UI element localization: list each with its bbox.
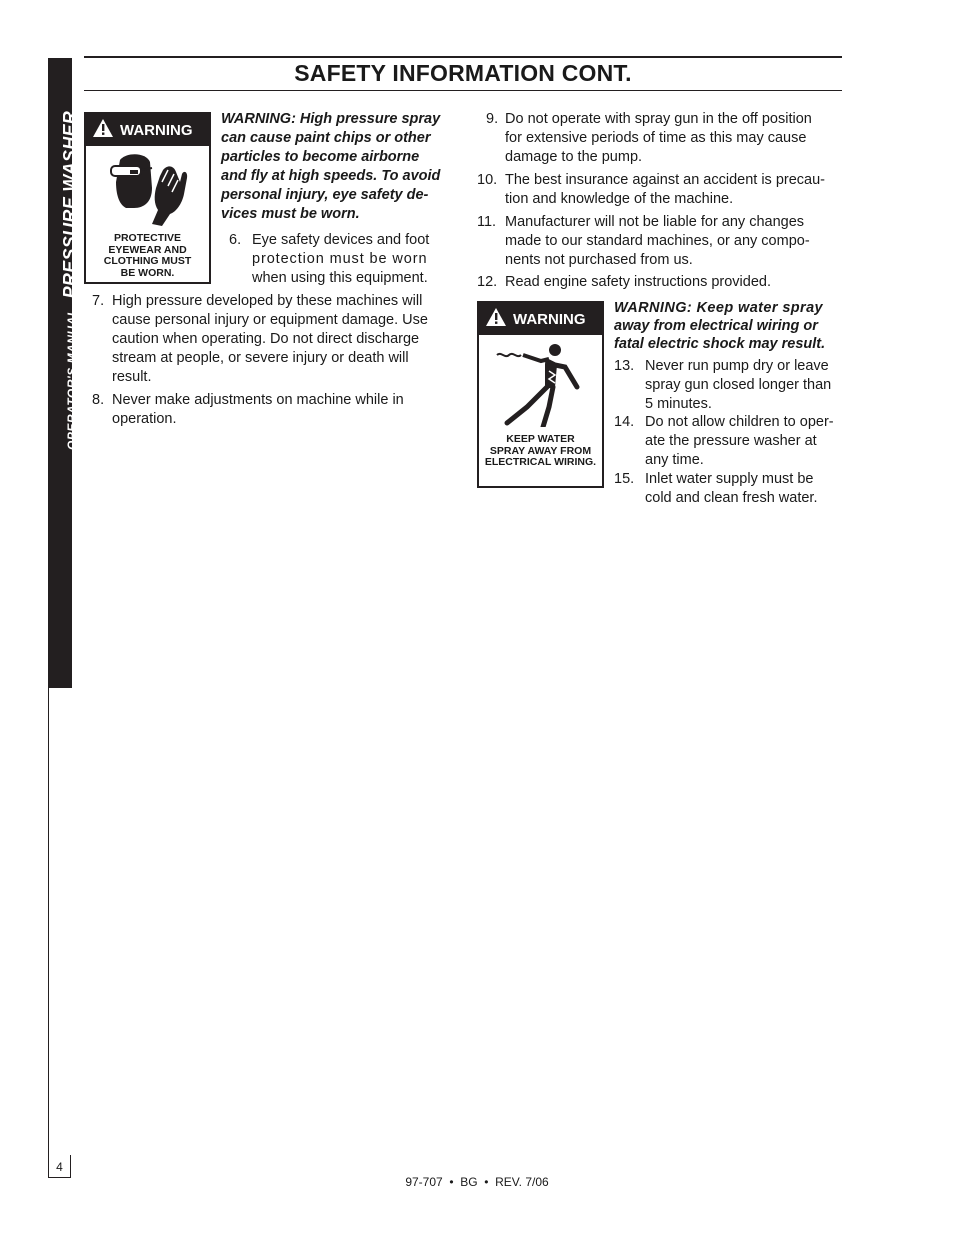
warning-caption [86, 233, 209, 279]
warning-line: fatal electric shock may result. [614, 336, 826, 352]
item-line: 5 minutes. [645, 396, 712, 412]
item-line: nents not purchased from us. [505, 252, 693, 268]
item-number: 7. [92, 293, 105, 309]
electric-shock-icon [493, 341, 591, 432]
warning-box-eyewear [84, 112, 211, 284]
caption-line: KEEP WATER [506, 433, 575, 445]
caption-line: CLOTHING MUST [103, 255, 192, 267]
item-line: made to our standard machines, or any compo- [505, 233, 810, 249]
warning-box-electrical [477, 301, 604, 488]
sidebar-rule [48, 688, 49, 1178]
warning-header [86, 114, 209, 146]
item-line: Never make adjustments on machine while in [112, 392, 404, 408]
item-number: 8. [92, 392, 105, 408]
item-line: tion and knowledge of the machine. [505, 191, 734, 207]
item-line: cause personal injury or equipment damage. Use [112, 312, 428, 328]
item-number: 11. [477, 214, 497, 230]
item-line: spray gun closed longer than [645, 377, 832, 393]
warning-triangle-icon [92, 118, 114, 142]
item-line: Manufacturer will not be liable for any changes [505, 214, 805, 230]
item-line: cold and clean fresh water. [645, 490, 818, 506]
page-number: 4 [48, 1155, 71, 1178]
item-number: 13. [614, 358, 635, 374]
warning-line: WARNING: High pressure spray [221, 111, 441, 127]
item-line: operation. [112, 411, 177, 427]
warning-header [479, 303, 602, 335]
title-rule-bottom [84, 90, 842, 91]
warning-caption [479, 434, 602, 469]
item-number: 6. [229, 232, 242, 248]
item-line: Do not operate with spray gun in the off position [505, 111, 812, 127]
item-line: for extensive periods of time as this may cause [505, 130, 807, 146]
warning-text-electrical [614, 299, 842, 353]
item-line: Inlet water supply must be [645, 471, 814, 487]
warning-line: personal injury, eye safety de- [221, 187, 429, 203]
warning-label: WARNING [513, 310, 586, 328]
warning-line: WARNING: Keep water spray [614, 300, 824, 316]
warning-line: particles to become airborne [221, 149, 420, 165]
item-line: stream at people, or severe injury or death will [112, 350, 409, 366]
product-label: PRESSURE WASHER [60, 110, 80, 299]
item-line: any time. [645, 452, 704, 468]
item-line: result. [112, 369, 152, 385]
item-line: Never run pump dry or leave [645, 358, 829, 374]
warning-label: WARNING [120, 121, 193, 139]
warning-triangle-icon [485, 307, 507, 331]
caption-line: SPRAY AWAY FROM [489, 444, 592, 457]
title-rule-top [84, 56, 842, 58]
item-line: caution when operating. Do not direct discharge [112, 331, 420, 347]
item-line: damage to the pump. [505, 149, 643, 165]
sidebar-label [60, 111, 81, 450]
item-number: 14. [614, 414, 635, 430]
caption-line: BE WORN. [120, 266, 175, 279]
caption-line: PROTECTIVE [113, 232, 182, 244]
footer-text: 97-707 • BG • REV. 7/06 [405, 1175, 549, 1189]
item-line: High pressure developed by these machines will [112, 293, 423, 309]
item-line: Do not allow children to oper- [645, 414, 834, 430]
manual-label: OPERATOR'S MANUAL [65, 308, 79, 450]
warning-line: vices must be worn. [221, 206, 360, 222]
eyewear-gloves-icon [108, 152, 190, 233]
warning-line: away from electrical wiring or [614, 318, 818, 334]
item-number: 10. [477, 172, 498, 188]
warning-text-eyewear [221, 110, 450, 224]
warning-line: can cause paint chips or other [221, 130, 431, 146]
item-line: ate the pressure washer at [645, 433, 817, 449]
item-line: Read engine safety instructions provided. [505, 274, 771, 290]
item-number: 9. [486, 111, 499, 127]
caption-line: ELECTRICAL WIRING. [484, 456, 597, 468]
warning-line: and fly at high speeds. To avoid [221, 168, 441, 184]
page-title: SAFETY INFORMATION CONT. [294, 60, 632, 86]
item-line: protection must be worn [252, 251, 428, 267]
item-number: 15. [614, 471, 635, 487]
item-number: 12. [477, 274, 498, 290]
item-line: Eye safety devices and foot [252, 232, 430, 248]
item-line: The best insurance against an accident is precau- [505, 172, 825, 188]
footer-doc-id [0, 1175, 954, 1189]
caption-line: EYEWEAR AND [108, 243, 187, 256]
item-line: when using this equipment. [252, 270, 428, 286]
